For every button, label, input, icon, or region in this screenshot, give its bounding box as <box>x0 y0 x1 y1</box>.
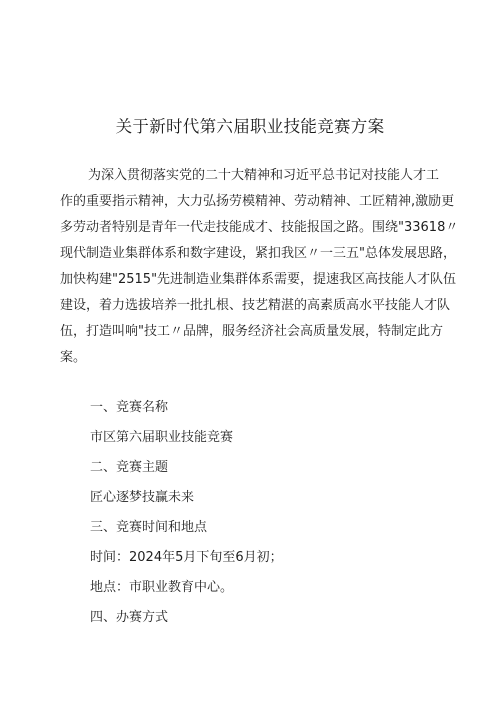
document-title: 关于新时代第六届职业技能竞赛方案 <box>115 117 385 136</box>
section-heading-organization: 四、办赛方式 <box>90 610 169 625</box>
intro-line: 现代制造业集群体系和数字建设，紧扣我区〃一三五"总体发展思路， <box>60 246 456 261</box>
competition-time-text: 时间：2024年5月下旬至6月初； <box>90 550 283 565</box>
competition-theme-text: 匠心逐梦技赢未来 <box>90 490 195 505</box>
intro-line: 案。 <box>60 350 87 365</box>
intro-line: 加快构建"2515"先进制造业集群体系需要，提速我区高技能人才队伍 <box>60 272 457 287</box>
intro-line: 建设，着力选拔培养一批扎根、技艺精湛的高素质高水平技能人才队 <box>60 298 451 313</box>
section-heading-competition-theme: 二、竞赛主题 <box>90 460 169 475</box>
section-heading-time-place: 三、竞赛时间和地点 <box>90 520 208 535</box>
intro-line: 伍，打造叫响"技工〃品牌，服务经济社会高质量发展，特制定此方 <box>60 324 443 339</box>
intro-paragraph <box>60 163 459 371</box>
section-heading-competition-name: 一、竞赛名称 <box>90 400 169 415</box>
intro-line: 为深入贯彻落实党的二十大精神和习近平总书记对技能人才工 <box>88 168 440 183</box>
competition-place-text: 地点：市职业教育中心。 <box>90 580 234 595</box>
competition-name-text: 市区第六届职业技能竞赛 <box>90 430 234 445</box>
intro-line: 多劳动者特别是青年一代走技能成才、技能报国之路。围绕"33618〃 <box>60 220 459 235</box>
intro-line: 作的重要指示精神，大力弘扬劳模精神、劳动精神、工匠精神,激励更 <box>60 194 455 209</box>
